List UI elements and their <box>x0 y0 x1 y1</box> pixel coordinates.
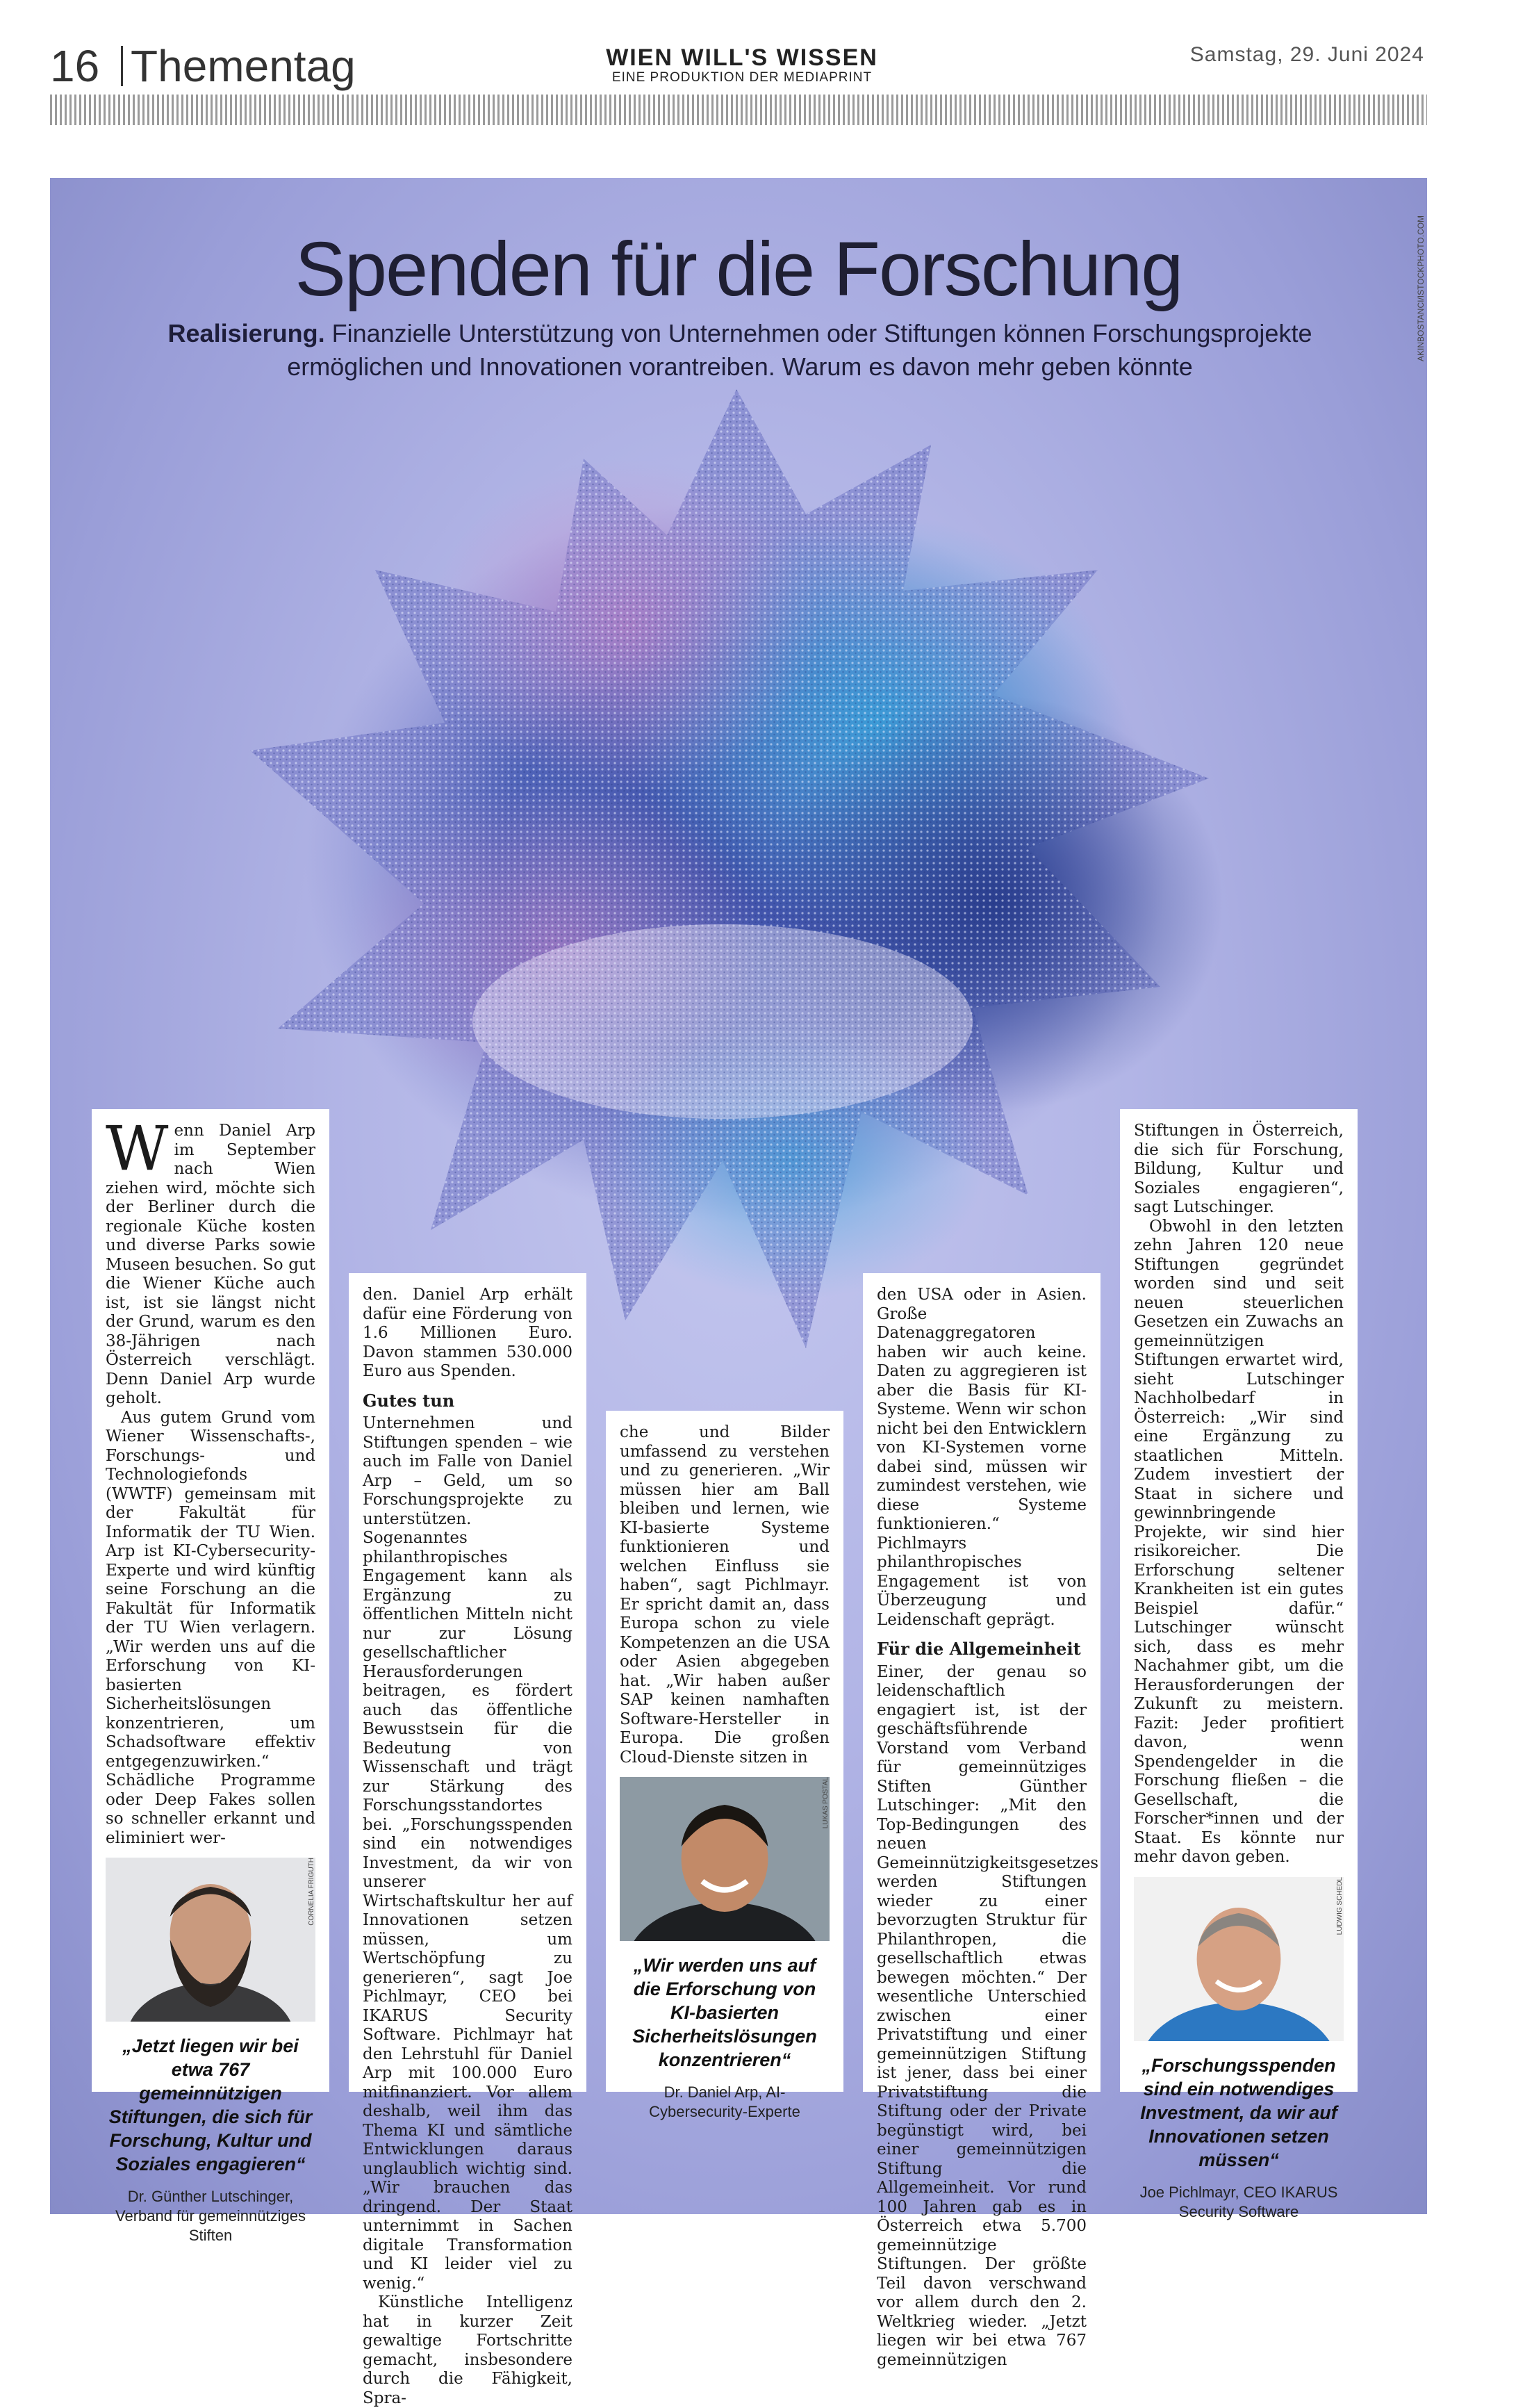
col2-paragraph-1: den. Daniel Arp erhält dafür eine Förderung von 1.6 Millionen Euro. Davon stammen 530.000 Euro aus Spenden. <box>363 1286 572 1380</box>
section-title: Thementag <box>131 41 356 91</box>
col1-paragraph-1-text: enn Daniel Arp im September nach Wien ziehen wird, möchte sich der Berliner durch die regionale Küche kosten und diverse Parks sowie Museen besuchen. So gut die Wiener Küche auch ist, ist sie längst nicht der Grund, warum es den 38-Jährigen nach Österreich verschlägt. Denn Daniel Arp wurde geholt. <box>106 1122 315 1407</box>
col3-paragraph-1: che und Bilder umfassend zu verstehen und zu generieren. „Wir müssen hier am Ball bleiben und lernen, wie KI-basierte Systeme funktionieren und welchen Einfluss sie haben“, sagt Pichlmayr. Er spricht damit an, dass Europa schon zu viele Kompetenzen an die USA oder Asien abgegeben hat. „Wir haben außer SAP keinen namhaften Software-Hersteller in Europa. Die großen Cloud-Dienste sitzen in <box>620 1423 830 1767</box>
header-hatch-rule <box>50 95 1427 125</box>
issue-date: Samstag, 29. Juni 2024 <box>1189 43 1424 66</box>
drop-cap: W <box>106 1113 169 1184</box>
col2-paragraph-2: Unternehmen und Stiftungen spenden – wie auch im Falle von Daniel Arp – Geld, um so Forschungsprojekte zu unterstützen. Sogenanntes philanthropisches Engagement kann als Ergänzung zu öffentlichen Mitteln nicht nur zur Lösung gesellschaftlicher Herausforderungen beitragen, es fördert auch das öffentliche Bewusstsein für die Bedeutung von Wissenschaft und trägt zur Stärkung des Forschungsstandortes bei. „Forschungsspenden sind ein notwendiges Investment, da wir von unserer Wirtschaftskultur her auf Innovationen setzen müssen, um Wertschöpfung zu generieren“, sagt Joe Pichlmayr, CEO bei IKARUS Security Software. Pichlmayr hat den Lehrstuhl für Daniel Arp mit 100.000 Euro mitfinanziert. Vor allem deshalb, weil ihm das Thema KI und sämtliche Entwicklungen daraus unglaublich wichtig sind. „Wir brauchen das dringend. Der Staat unternimmt in Sachen digitale Transformation und KI leider viel zu wenig.“ <box>363 1414 572 2293</box>
article-title: Spenden für die Forschung <box>295 227 1182 312</box>
page-number: 16 <box>50 41 100 91</box>
production-note: EINE PRODUKTION DER MEDIAPRINT <box>611 70 873 85</box>
pull-quote-pichlmayr: „Forschungsspenden sind ein notwendiges Investment, da wir auf Innovationen setzen müssen“ <box>1140 2054 1337 2170</box>
particle-burst-illustration <box>195 361 1278 1404</box>
quote-source-lutschinger: Dr. Günther Lutschinger, Verband für gemeinnütziges Stiften <box>115 2188 306 2244</box>
portrait-photo-arp <box>620 1777 830 1941</box>
article-lead: Finanzielle Unterstützung von Unternehmen oder Stiftungen können Forschungsprojekte ermöglichen und Innovationen vorantreiben. Warum es davon mehr geben könnte <box>287 319 1312 381</box>
publication-header <box>603 44 881 85</box>
publication-name: WIEN WILL'S WISSEN <box>606 44 878 71</box>
col5-paragraph-2: Obwohl in den letzten zehn Jahren 120 neue Stiftungen gegründet worden sind und seit neuen steuerlichen Gesetzen ein Zuwachs an gemeinnützigen Stiftungen erwartet wird, sieht Lutschinger Nachholbedarf in Österreich: „Wir sind eine Ergänzung zu staatlichen Mitteln. Zudem investiert der Staat in sichere und gewinnbringende Projekte, wir sind hier risikoreicher. Die Erforschung seltener Krankheiten ist ein gutes Beispiel dafür.“ Lutschinger wünscht sich, dass es mehr Nachahmer gibt, um die Herausforderungen der Zukunft zu meistern. Fazit: Jeder profitiert davon, wenn Spendengelder in die Forschung fließen – die Gesellschaft, die Forscher*innen und der Staat. Es könnte nur mehr davon geben. <box>1134 1217 1344 1866</box>
portrait-image <box>1134 1877 1344 2041</box>
portrait-photo-pichlmayr <box>1134 1877 1344 2041</box>
article-column-3 <box>606 1411 843 2120</box>
photo-credit: LUKAS POSTAL <box>821 1777 830 1829</box>
subheading-gutes-tun: Gutes tun <box>363 1390 455 1411</box>
col1-paragraph-1 <box>106 1113 315 1409</box>
article-column-5 <box>1120 1109 1358 2220</box>
subheading-allgemeinheit: Für die Allgemeinheit <box>877 1639 1081 1659</box>
portrait-image <box>620 1777 830 1941</box>
article-column-4 <box>863 1273 1101 2369</box>
photo-credit: CORNELIA FRIGUTH <box>307 1858 315 1926</box>
col4-paragraph-1: den USA oder in Asien. Große Datenaggregatoren haben wir auch keine. Daten zu aggregieren ist aber die Basis für KI-Systeme. Wenn wir schon nicht bei den Entwicklern von KI-Systemen vorne dabei sind, müssen wir zumindest verstehen, wie diese Systeme funktionieren.“ Pichlmayrs philanthropisches Engagement ist von Überzeugung und Leidenschaft geprägt. <box>877 1286 1087 1629</box>
header-divider <box>121 46 123 86</box>
col4-paragraph-2: Einer, der genau so leidenschaftlich engagiert ist, ist der geschäftsführende Vorstand vom Verband für gemeinnütziges Stiften Günther Lutschinger: „Mit den Top-Bedingungen des neuen Gemeinnützigkeitsgesetzes werden Stiftungen wieder zu einer bevorzugten Struktur für Philanthropen, die gesellschaftlich etwas bewegen möchten.“ Der wesentliche Unterschied zwischen einer Privatstiftung und einer gemeinnützigen Stiftung ist jener, dass bei einer Privatstiftung die Stiftung oder der Private begünstigt wird, bei einer gemeinnützigen Stiftung die Allgemeinheit. Vor rund 100 Jahren gab es in Österreich etwa 5.700 gemeinnützige Stiftungen. Der größte Teil davon verschwand vor allem durch den 2. Weltkrieg wieder. „Jetzt liegen wir bei etwa 767 gemeinnützigen <box>877 1662 1099 2369</box>
quote-source-arp: Dr. Daniel Arp, AI-Cybersecurity-Experte <box>649 2083 800 2120</box>
article-column-1 <box>92 1109 329 2244</box>
portrait-image <box>106 1858 315 2022</box>
quote-source-pichlmayr: Joe Pichlmayr, CEO IKARUS Security Software <box>1139 2183 1338 2220</box>
pull-quote-arp: „Wir werden uns auf die Erforschung von KI-basierten Sicherheitslösungen konzentrieren“ <box>632 1955 817 2070</box>
article-subtitle <box>153 317 1327 384</box>
portrait-photo-lutschinger-col1 <box>106 1858 315 2022</box>
col2-paragraph-3: Künstliche Intelligenz hat in kurzer Zeit gewaltige Fortschritte gemacht, insbesondere durch die Fähigkeit, Spra- <box>363 2293 572 2407</box>
image-credit: AKINBOSTANCI/ISTOCKPHOTO.COM <box>1416 215 1426 361</box>
article-column-2 <box>349 1273 586 2407</box>
pull-quote-lutschinger: „Jetzt liegen wir bei etwa 767 gemeinnützigen Stiftungen, die sich für Forschung, Kultur und Soziales engagieren“ <box>108 2036 313 2174</box>
col1-paragraph-2: Aus gutem Grund vom Wiener Wissenschafts-, Forschungs- und Technologiefonds (WWTF) gemeinsam mit der Fakultät für Informatik der TU Wien. Arp ist KI-Cybersecurity-Experte und wird künftig seine Forschung an die Fakultät für Informatik der TU Wien verlagern. „Wir werden uns auf die Erforschung von KI-basierten Sicherheitslösungen konzentrieren, um Schadsoftware effektiv entgegenzuwirken.“ Schädliche Programme oder Deep Fakes sollen so schneller erkannt und eliminiert wer- <box>106 1408 315 1847</box>
photo-credit: LUDWIG SCHEDL <box>1335 1876 1344 1935</box>
article-kicker: Realisierung. <box>167 319 325 347</box>
col5-paragraph-1: Stiftungen in Österreich, die sich für Forschung, Bildung, Kultur und Soziales engagieren“, sagt Lutschinger. <box>1134 1122 1344 1216</box>
